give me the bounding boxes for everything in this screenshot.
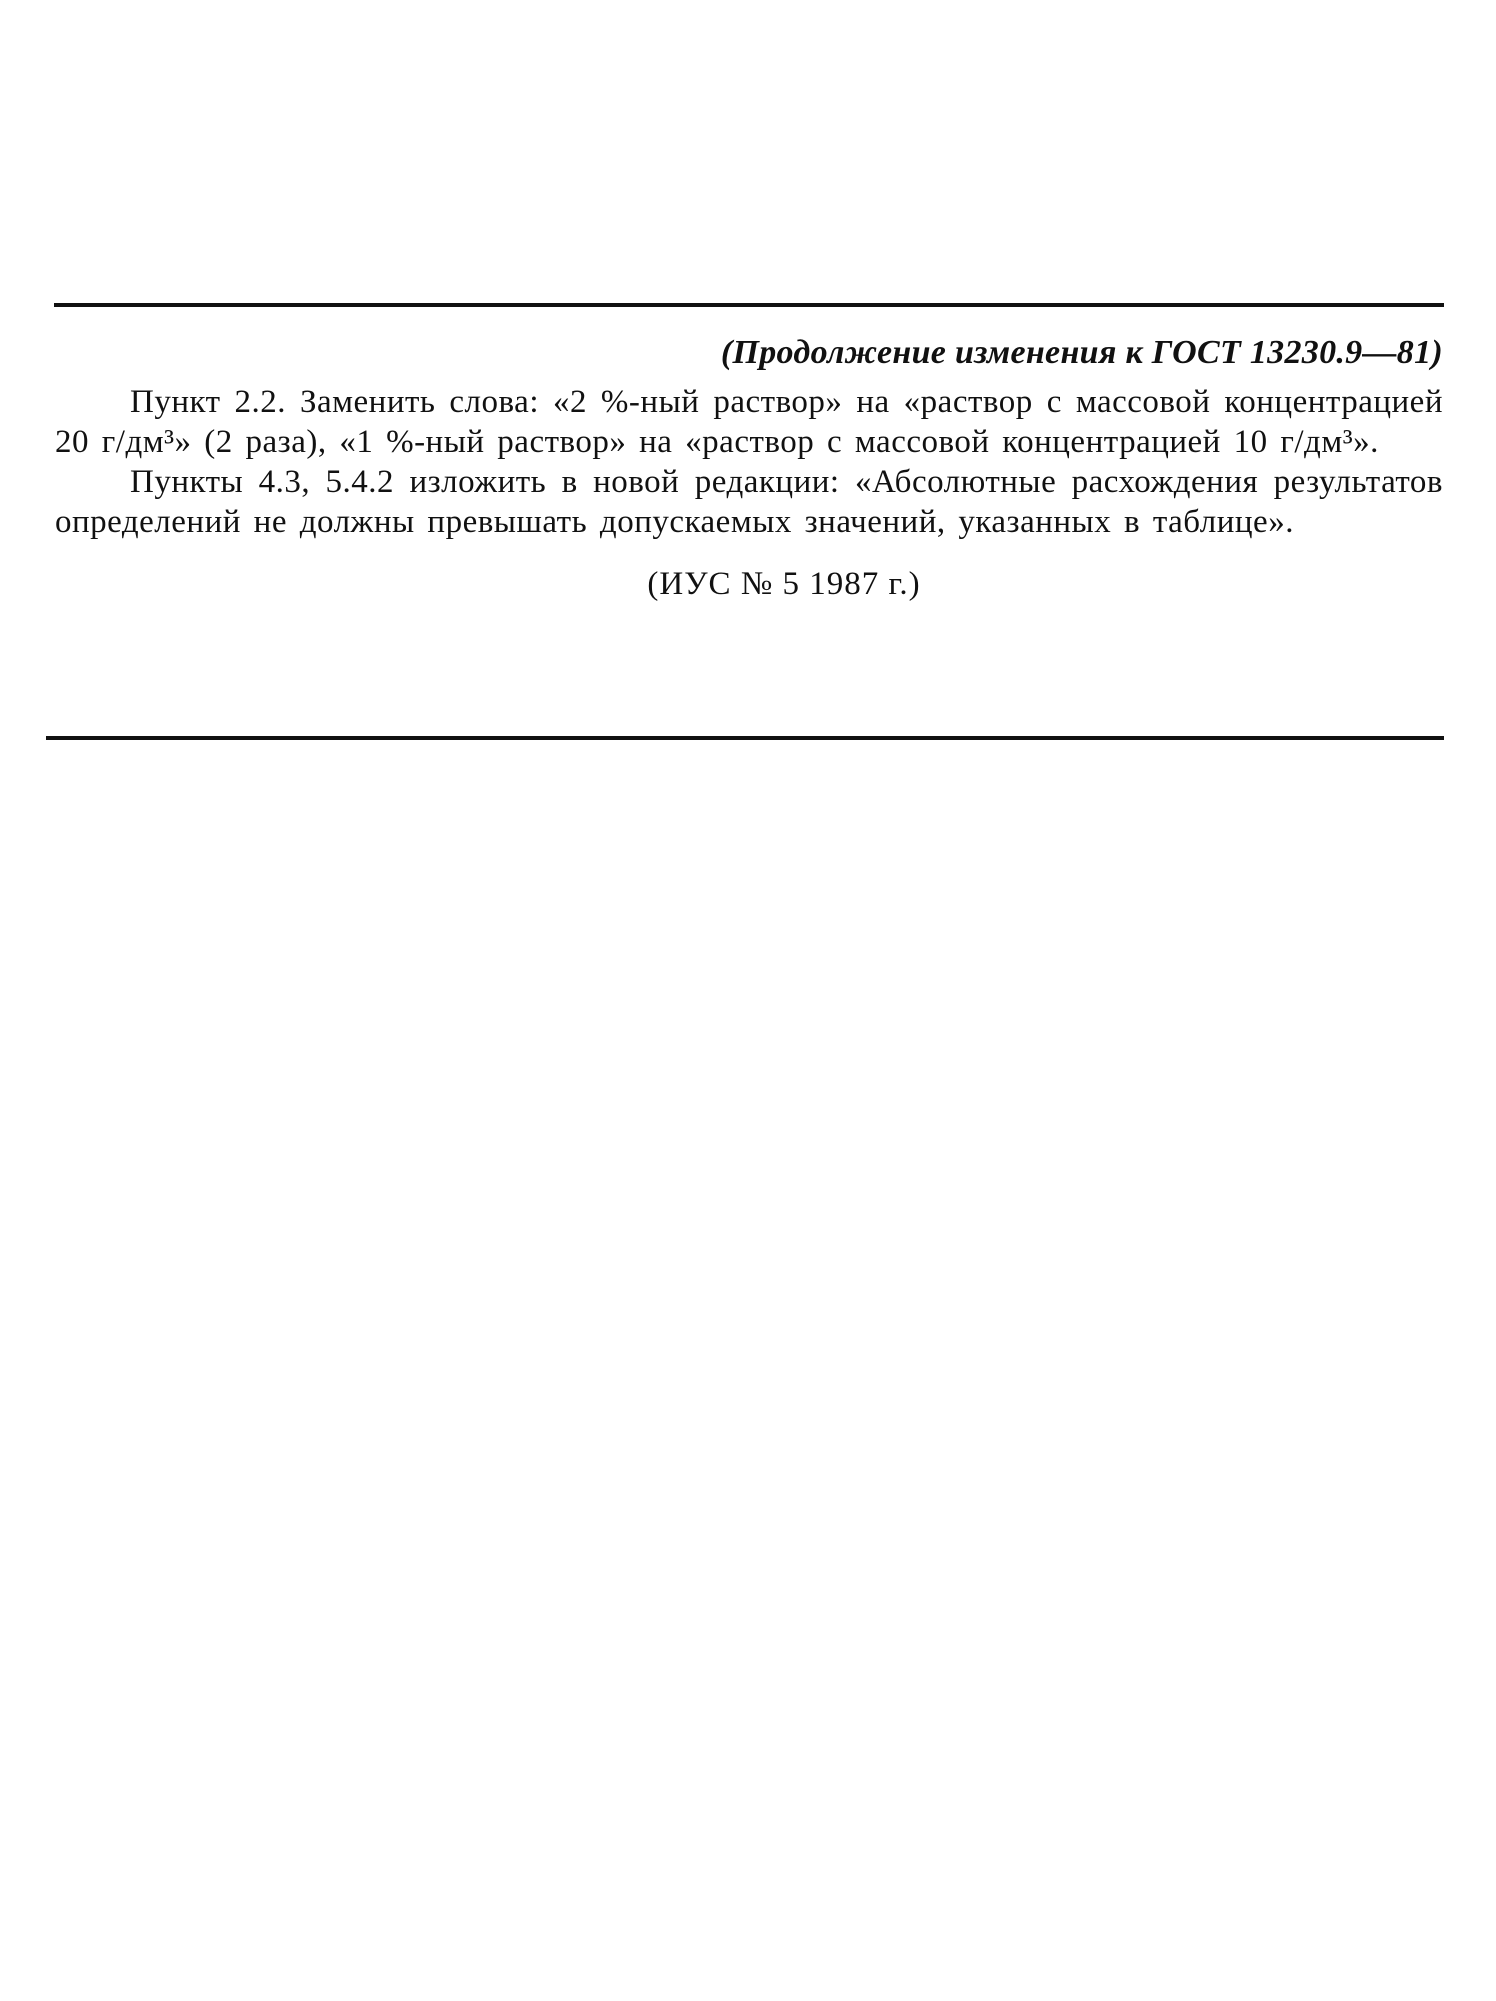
paragraph-items-4-3-5-4-2: Пункты 4.3, 5.4.2 изложить в новой редакции: «Абсолютные расхождения результатов определений не должны превышать допускаемых значений, указанных в таблице».	[55, 464, 1443, 540]
amendment-heading: (Продолжение изменения к ГОСТ 13230.9—81)	[720, 334, 1443, 371]
top-divider	[54, 303, 1444, 307]
bottom-divider	[46, 736, 1444, 740]
amendment-text-block	[55, 330, 1443, 606]
paragraph-item-2-2: Пункт 2.2. Заменить слова: «2 %-ный раствор» на «раствор с массовой концентрацией 20 г/дм³» (2 раза), «1 %-ный раствор» на «раствор с массовой концентрацией 10 г/дм³».	[55, 384, 1443, 460]
source-reference: (ИУС № 5 1987 г.)	[647, 566, 921, 602]
